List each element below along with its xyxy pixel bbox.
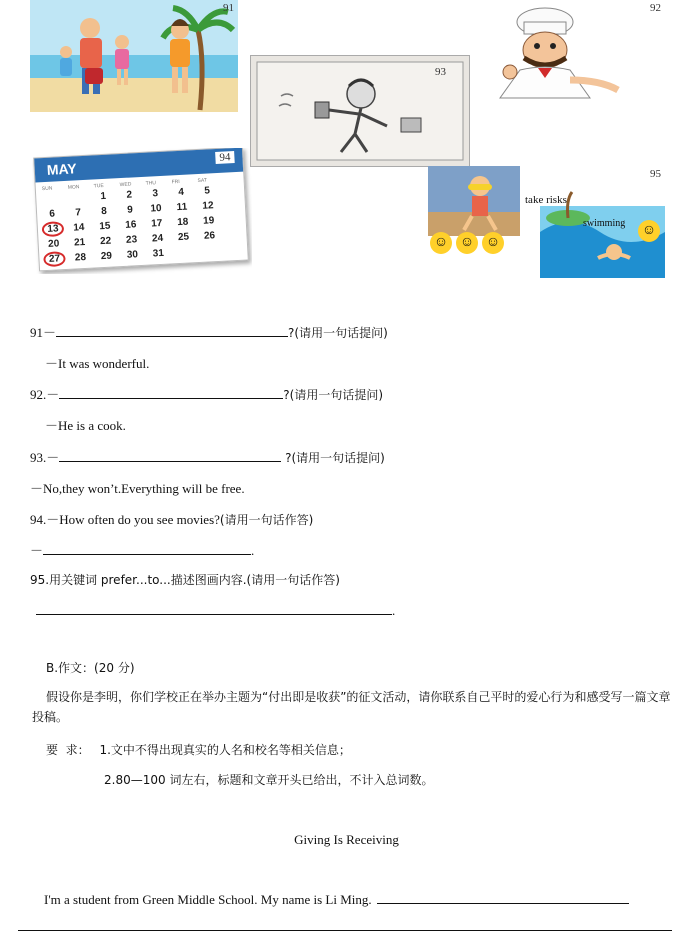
calendar-day: 25 [177,231,190,244]
calendar-day: 8 [101,205,108,218]
calendar-day: 29 [100,250,113,263]
calendar-day: 28 [74,251,87,264]
calendar-day: 14 [73,221,85,234]
picture-number-95: 95 [650,168,661,180]
q94-hint: (请用一句话作答) [219,513,314,527]
beach-family-illustration [30,0,238,112]
picture-95-risks-swimming [428,162,665,278]
picture-number-91: 91 [223,2,234,14]
picture-number-92: 92 [650,2,661,14]
writing-heading: B.作文：(20 分) [46,661,135,675]
weekday-wed: WED [119,181,132,189]
calendar-day: 15 [99,220,111,233]
q95-end: . [392,603,396,618]
calendar-day: 2 [126,189,133,201]
risks-swimming-illustration [428,162,665,278]
calendar-day: 26 [203,230,216,242]
smiley-face-icon: ☺ [430,232,452,254]
calendar-page [33,148,249,271]
smiley-face-icon: ☺ [638,220,660,242]
weekday-sun: SUN [41,185,53,193]
picture-93-running-man [250,55,470,167]
calendar-day: 23 [125,234,138,246]
calendar-day: 30 [126,249,139,261]
q92-hint: ?(请用一句话提问) [283,388,383,402]
q93-hint: ?(请用一句话提问) [281,451,385,465]
question-91 [30,322,388,341]
answer-95-line [36,602,395,619]
calendar-day: 20 [47,238,60,250]
q94-answer-blank[interactable] [43,542,251,555]
calendar-day: 17 [150,217,163,230]
q91-hint: ?(请用一句话提问) [288,326,388,340]
calendar-day: 18 [176,216,189,229]
calendar-month: MAY [46,160,78,178]
writing-prompt: 假设你是李明，你们学校正在举办主题为“付出即是收获”的征文活动，请你联系自己平时的爱心行为和感受写一篇文章投稿。 [32,690,671,724]
calendar-day: 12 [202,200,214,212]
requirements-label: 要 求： [46,743,90,757]
calendar-day: 16 [124,219,137,231]
answer-93: －No,they won’t.Everything will be free. [30,481,245,496]
calendar-day: 13 [42,221,65,237]
q91-prefix: 91－ [30,325,57,340]
label-take-risks: take risks [525,194,567,206]
weekday-sat: SAT [197,177,208,184]
weekday-thu: THU [145,180,157,187]
essay-opening-text: I'm a student from Green Middle School. My name is Li Ming. [44,892,372,907]
q94-question: 94.－How often do you see movies? [30,512,220,527]
q93-prefix: 93.－ [30,450,60,465]
q95-answer-blank[interactable] [36,602,392,615]
essay-opening-line [44,891,629,908]
picture-number-94: 94 [215,151,235,164]
q92-prefix: 92.－ [30,387,60,402]
question-94 [30,509,313,528]
q94-end: . [251,543,255,558]
essay-writing-blank-1[interactable] [377,891,629,904]
weekday-mon: MON [67,184,80,191]
question-95 [30,571,340,588]
writing-requirement-1 [46,740,351,760]
picture-92-chef [490,0,665,105]
essay-writing-blank-2[interactable] [18,930,672,931]
calendar-day: 11 [176,201,188,214]
calendar-day: 3 [152,188,159,200]
q95-text: 95.用关键词 prefer...to...描述图画内容. [30,573,247,587]
answer-91: －It was wonderful. [45,356,150,371]
essay-title: Giving Is Receiving [294,832,399,847]
q94-prefix: － [30,543,44,558]
label-swimming: swimming [583,218,626,229]
calendar-day: 21 [73,236,86,249]
smiley-face-icon: ☺ [456,232,478,254]
calendar-day: 19 [202,215,215,227]
calendar-day: 4 [178,186,185,199]
answer-92: －He is a cook. [45,418,126,433]
q92-answer-blank[interactable] [59,386,283,399]
question-93 [30,447,385,466]
calendar-day: 22 [99,235,112,248]
calendar-day: 9 [126,204,134,216]
calendar-day: 10 [150,202,162,215]
calendar-day: 24 [151,232,164,245]
picture-94-may-calendar [32,148,252,274]
calendar-day: 31 [152,247,165,260]
q91-answer-blank[interactable] [56,324,288,337]
question-92 [30,384,383,403]
calendar-day: 5 [204,185,211,197]
calendar-day: 27 [43,251,66,267]
picture-91-beach-family [30,0,238,112]
q95-hint: (请用一句话作答) [246,573,340,587]
calendar-day: 6 [49,208,56,220]
weekday-fri: FRI [171,178,180,186]
requirement-1-text: 1.文中不得出现真实的人名和校名等相关信息； [99,743,351,757]
smiley-face-icon: ☺ [482,232,504,254]
weekday-tue: TUE [93,182,104,190]
answer-94-line [30,540,254,559]
writing-requirement-2: 2.80—100 词左右，标题和文章开头已给出，不计入总词数。 [104,773,434,787]
chef-illustration [490,0,665,105]
calendar-day: 7 [75,207,82,219]
picture-number-93: 93 [435,66,446,78]
calendar-day: 1 [100,190,107,203]
q93-answer-blank[interactable] [59,449,281,462]
calendar-grid [42,184,246,270]
